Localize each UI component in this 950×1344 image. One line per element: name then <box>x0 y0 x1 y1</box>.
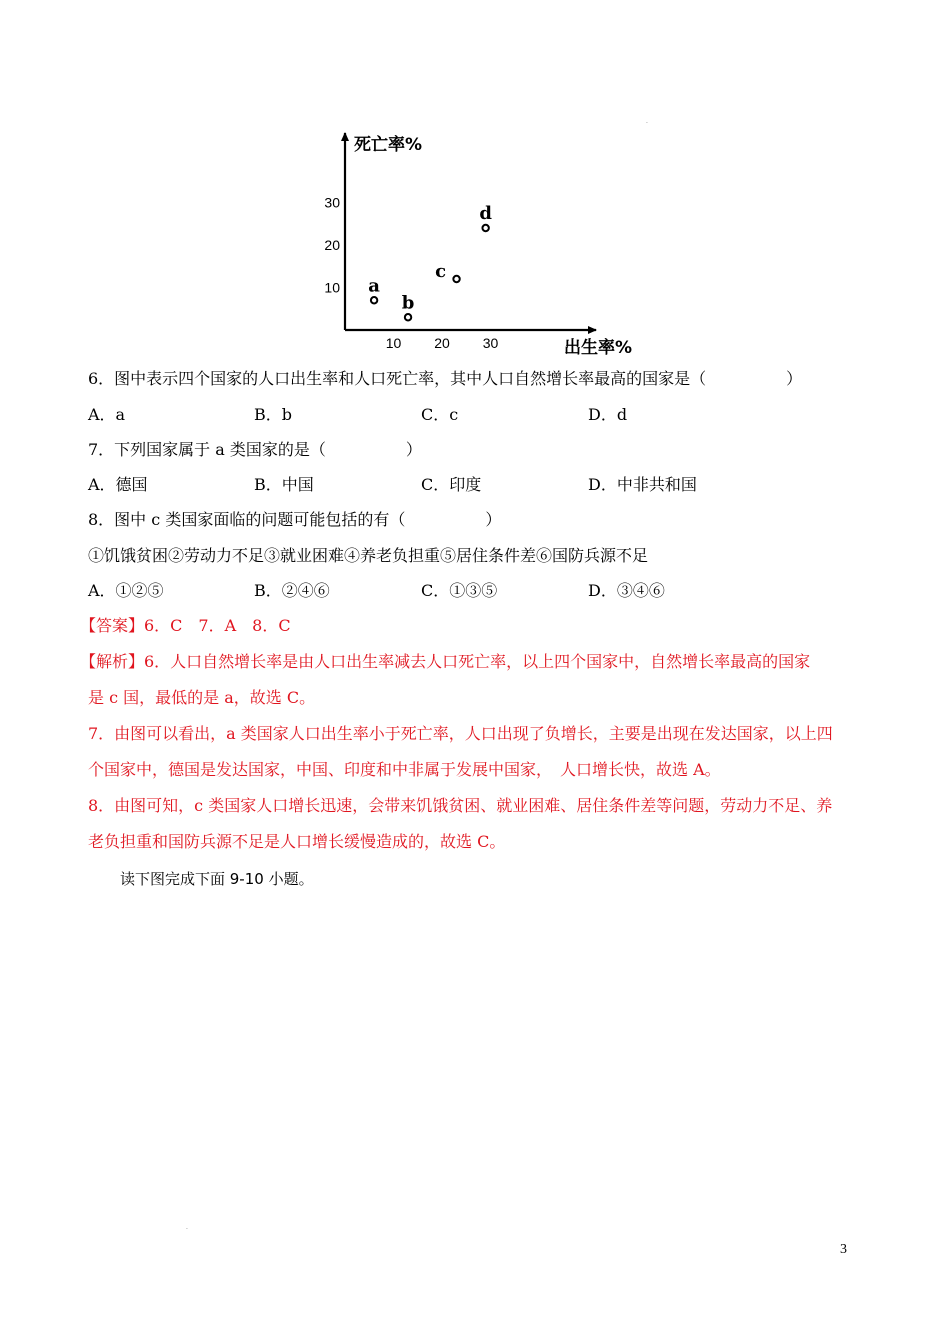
analysis-line-6: 老负担重和国防兵源不足是人口增长缓慢造成的，故选 C。 <box>88 832 506 851</box>
analysis-line-2: 是 c 国，最低的是 a，故选 C。 <box>88 688 316 707</box>
y-tick-label: 20 <box>324 237 340 253</box>
y-axis-label: 死亡率% <box>354 135 423 155</box>
q7-option-d: D．中非共和国 <box>588 475 697 494</box>
scan-speck: . <box>186 1224 188 1231</box>
q8-option-a: A．①②⑤ <box>88 581 164 600</box>
analysis-line-4: 个国家中，德国是发达国家，中国、印度和中非属于发展中国家， 人口增长快，故选 A。 <box>88 760 721 779</box>
analysis-line-3: 7．由图可以看出，a 类国家人口出生率小于死亡率，人口出现了负增长，主要是出现在发达国家，以上四 <box>88 724 833 743</box>
question-8-items: ①饥饿贫困②劳动力不足③就业困难④养老负担重⑤居住条件差⑥国防兵源不足 <box>88 546 649 565</box>
q6-option-a: A．a <box>88 405 126 424</box>
q8-option-d: D．③④⑥ <box>588 581 665 600</box>
q7-option-a: A．德国 <box>88 475 148 494</box>
q6-option-d: D．d <box>588 405 628 424</box>
q8-option-c: C．①③⑤ <box>421 581 498 600</box>
data-point-label: d <box>479 203 492 224</box>
birth-death-rate-chart <box>300 118 650 363</box>
analysis-line-1: 【解析】6．人口自然增长率是由人口出生率减去人口死亡率，以上四个国家中，自然增长率最高的国家 <box>80 652 811 671</box>
analysis-line-5: 8．由图可知，c 类国家人口增长迅速，会带来饥饿贫困、就业困难、居住条件差等问题，劳动力不足、养 <box>88 796 833 815</box>
data-point-label: a <box>368 275 380 297</box>
next-questions-prompt: 读下图完成下面 9-10 小题。 <box>120 870 314 888</box>
data-point-a <box>371 297 377 303</box>
y-tick-label: 30 <box>324 194 340 211</box>
question-7: 7．下列国家属于 a 类国家的是（ ） <box>88 440 422 459</box>
q7-option-b: B．中国 <box>254 475 314 494</box>
x-tick-label: 20 <box>434 335 450 351</box>
x-axis-label: 出生率% <box>564 338 633 358</box>
q7-option-c: C．印度 <box>421 475 482 494</box>
question-6: 6．图中表示四个国家的人口出生率和人口死亡率，其中人口自然增长率最高的国家是（ ） <box>88 369 803 388</box>
y-tick-label: 10 <box>324 279 340 296</box>
x-tick-label: 30 <box>482 335 499 351</box>
scan-speck: . <box>646 118 648 125</box>
x-tick-label: 10 <box>385 335 402 351</box>
q8-option-b: B．②④⑥ <box>254 581 330 600</box>
data-point-d <box>482 225 488 231</box>
question-8: 8．图中 c 类国家面临的问题可能包括的有（ ） <box>88 510 502 529</box>
data-point-c <box>453 276 459 282</box>
q6-option-b: B．b <box>254 405 293 424</box>
data-point-b <box>405 314 411 320</box>
page-number: 3 <box>840 1242 847 1257</box>
answer-line: 【答案】6．C 7．A 8．C <box>80 616 291 635</box>
data-point-label: b <box>401 292 415 314</box>
data-point-label: c <box>435 261 447 282</box>
q6-option-c: C．c <box>421 405 459 424</box>
